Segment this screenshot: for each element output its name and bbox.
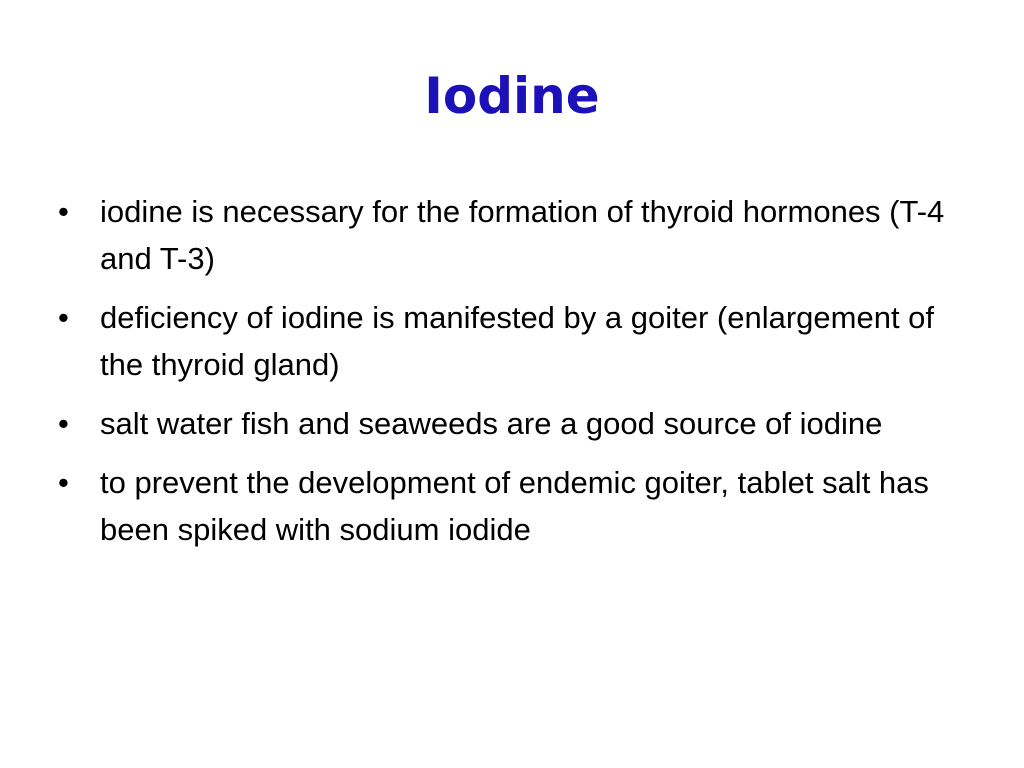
bullet-text: iodine is necessary for the formation of thyroid hormones (T-4 and T-3) [100, 194, 945, 276]
bullet-icon: • [58, 194, 69, 229]
bullet-icon: • [58, 406, 69, 441]
bullet-text: to prevent the development of endemic goiter, tablet salt has been spiked with sodium iodide [100, 465, 929, 547]
list-item [58, 400, 978, 447]
bullet-icon: • [58, 300, 69, 335]
bullet-text: deficiency of iodine is manifested by a goiter (enlargement of the thyroid gland) [100, 300, 935, 382]
bullet-text: salt water fish and seaweeds are a good source of iodine [100, 406, 883, 441]
slide-title: Iodine [424, 67, 600, 125]
list-item [58, 459, 978, 553]
list-item [58, 188, 978, 282]
bullet-icon: • [58, 465, 69, 500]
list-item [58, 294, 978, 388]
bullet-list [58, 188, 978, 565]
